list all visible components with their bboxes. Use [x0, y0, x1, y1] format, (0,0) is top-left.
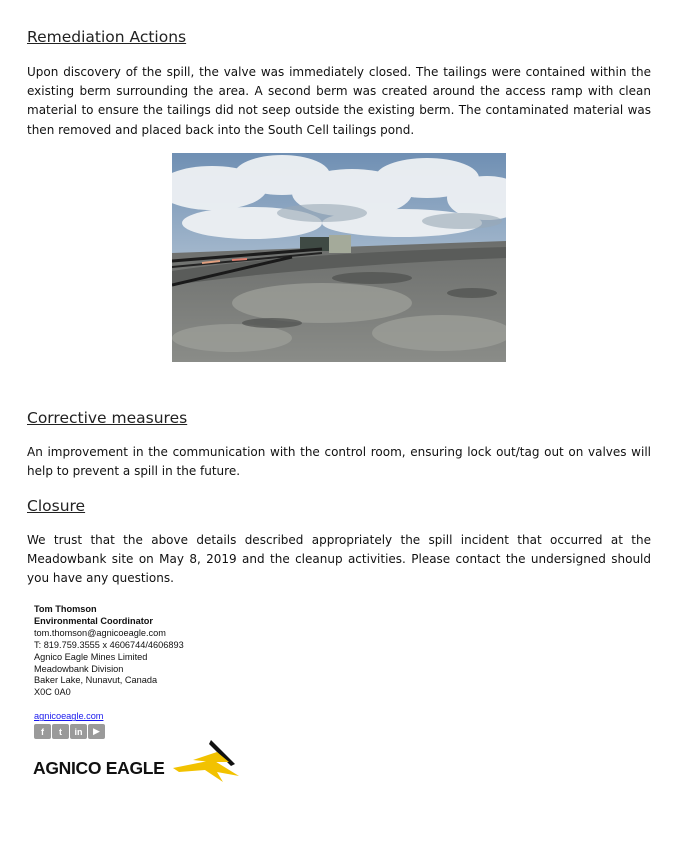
city-line: Baker Lake, Nunavut, Canada: [34, 675, 158, 686]
signer-title: Environmental Coordinator: [34, 615, 153, 626]
division-name: Meadowbank Division: [34, 663, 124, 674]
website-link[interactable]: agnicoeagle.com: [34, 711, 104, 722]
signer-phone: T: 819.759.3555 x 4606744/4606893: [34, 639, 184, 650]
postal-code: X0C 0A0: [34, 687, 71, 698]
corrective-paragraph: An improvement in the communication with the control room, ensuring lock out/tag out on valves will help to prevent a spill in the future.: [27, 445, 651, 479]
youtube-icon[interactable]: ▶: [88, 724, 105, 739]
corrective-heading: Corrective measures: [27, 409, 188, 427]
remediation-heading: Remediation Actions: [27, 28, 187, 46]
agnico-eagle-logo: [33, 738, 243, 786]
email-signature: [34, 604, 184, 723]
logo-wordmark: AGNICO EAGLE: [33, 758, 165, 778]
twitter-icon[interactable]: t: [52, 724, 69, 739]
remediation-paragraph: Upon discovery of the spill, the valve was immediately closed. The tailings were contained within the existing berm surrounding the area. A second berm was created around the access ramp with clean material to ensure the tailings did not seep outside the existing berm. The contaminated material was then removed and placed back into the South Cell tailings pond.: [27, 65, 651, 137]
facebook-icon[interactable]: f: [34, 724, 51, 739]
company-name: Agnico Eagle Mines Limited: [34, 651, 148, 662]
closure-heading: Closure: [27, 497, 86, 515]
closure-paragraph: We trust that the above details described appropriately the spill incident that occurred at the Meadowbank site on May 8, 2019 and the cleanup activities. Please contact the undersigned should you have any questions.: [27, 533, 651, 586]
signer-email: tom.thomson@agnicoeagle.com: [34, 627, 166, 638]
signer-name: Tom Thomson: [34, 604, 97, 614]
site-photo: [172, 153, 506, 362]
social-links: [34, 724, 105, 739]
eagle-icon: [173, 738, 243, 786]
linkedin-icon[interactable]: in: [70, 724, 87, 739]
